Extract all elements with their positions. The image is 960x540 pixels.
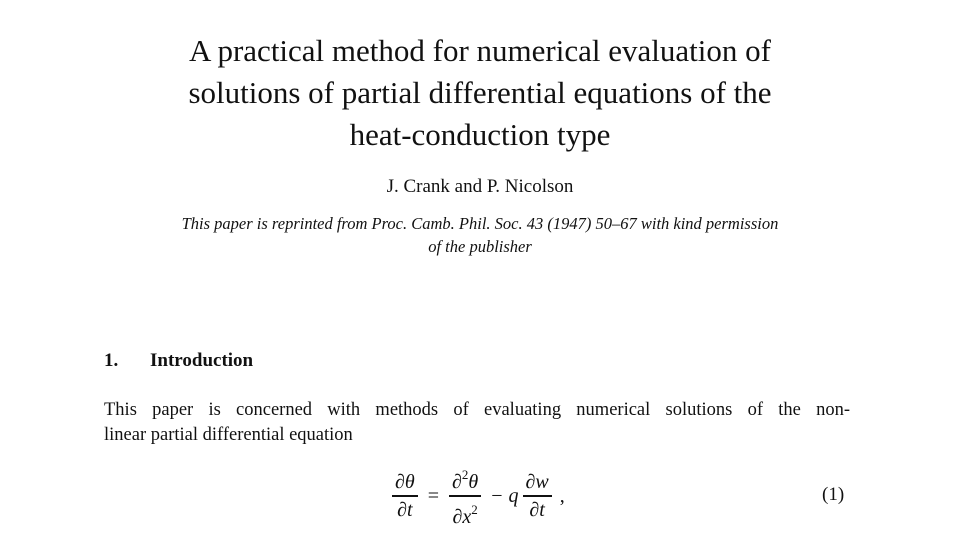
w-derivative-fraction bbox=[523, 469, 552, 522]
section-title: Introduction bbox=[150, 350, 254, 371]
coefficient-q: q bbox=[508, 484, 519, 507]
second-derivative-numerator bbox=[449, 462, 481, 495]
reprint-note-line-2: of the publisher bbox=[428, 237, 532, 256]
intro-line-2: linear partial differential equation bbox=[104, 425, 353, 445]
title-line-2: solutions of partial differential equations of the bbox=[188, 75, 772, 110]
second-derivative-denominator bbox=[449, 497, 480, 530]
lhs-numerator: ∂θ bbox=[395, 471, 415, 494]
lhs-denominator: ∂t bbox=[397, 498, 413, 521]
intro-line-1: This paper is concerned with methods of evaluating numerical solutions of the non- bbox=[104, 400, 850, 420]
paper-title bbox=[120, 30, 840, 156]
equation-1 bbox=[388, 466, 565, 526]
partial-x: ∂x bbox=[452, 505, 472, 528]
section-heading bbox=[104, 350, 253, 372]
theta-symbol: θ bbox=[468, 471, 479, 494]
equation-number: (1) bbox=[822, 484, 845, 505]
exponent: 2 bbox=[471, 501, 478, 517]
intro-paragraph bbox=[104, 398, 850, 448]
minus-sign: − bbox=[491, 484, 503, 507]
w-derivative-denominator: ∂t bbox=[529, 498, 545, 521]
w-derivative-numerator: ∂w bbox=[525, 471, 549, 494]
title-line-3: heat-conduction type bbox=[349, 117, 611, 152]
lhs-fraction bbox=[392, 469, 418, 522]
exponent: 2 bbox=[461, 467, 469, 483]
title-line-1: A practical method for numerical evaluation of bbox=[189, 33, 771, 68]
equals-sign: = bbox=[427, 484, 439, 507]
partial-symbol: ∂ bbox=[452, 471, 462, 494]
section-number: 1. bbox=[104, 350, 119, 371]
second-derivative-fraction bbox=[449, 462, 481, 529]
authors: J. Crank and P. Nicolson bbox=[386, 176, 574, 197]
reprint-note bbox=[100, 212, 860, 258]
equation-comma: , bbox=[559, 484, 565, 507]
reprint-note-line-1: This paper is reprinted from Proc. Camb. Phil. Soc. 43 (1947) 50–67 with kind permission bbox=[181, 214, 779, 233]
